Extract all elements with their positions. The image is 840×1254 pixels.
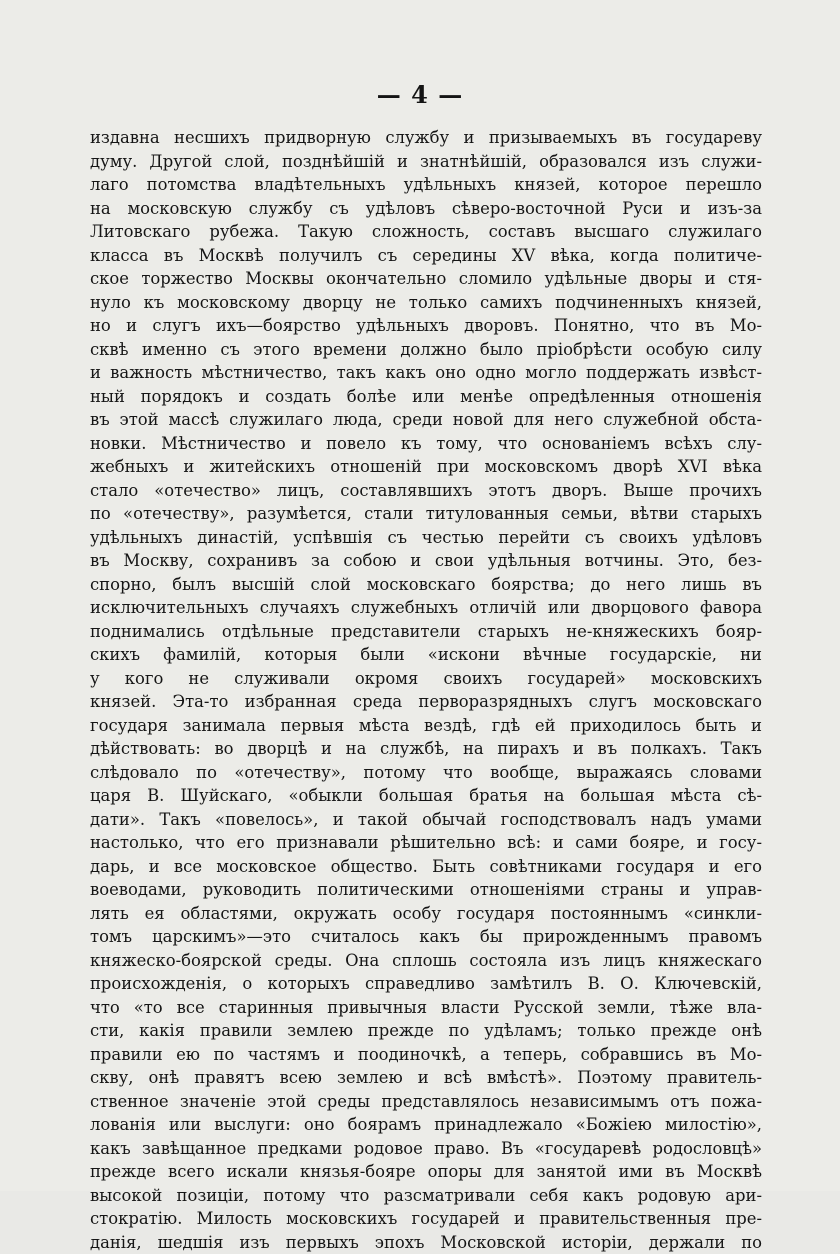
text-line: ственное значеніе этой среды представлялось независимымъ отъ пожа- (90, 1090, 762, 1114)
text-line: настолько, что его признавали рѣшительно всѣ: и сами бояре, и госу- (90, 831, 762, 855)
text-line: томъ царскимъ»—это считалось какъ бы прирожденнымъ правомъ (90, 925, 762, 949)
text-line: лять ея областями, окружать особу государя постояннымъ «синкли- (90, 902, 762, 926)
text-line: жебныхъ и житейскихъ отношеній при московскомъ дворѣ XVI вѣка (90, 455, 762, 479)
text-line: класса въ Москвѣ получилъ съ середины XV вѣка, когда политиче- (90, 244, 762, 268)
text-line: правили ею по частямъ и поодиночкѣ, а теперь, собравшись въ Мо- (90, 1043, 762, 1067)
text-line: лаго потомства владѣтельныхъ удѣльныхъ князей, которое перешло (90, 173, 762, 197)
text-line: по «отечеству», разумѣется, стали титулованныя семьи, вѣтви старыхъ (90, 502, 762, 526)
text-line: что «то все старинныя привычныя власти Русской земли, тѣже вла- (90, 996, 762, 1020)
text-line: скихъ фамилій, которыя были «искони вѣчные государскіе, ни (90, 643, 762, 667)
text-line: нуло къ московскому дворцу не только самихъ подчиненныхъ князей, (90, 291, 762, 315)
text-line: въ Москву, сохранивъ за собою и свои удѣльныя вотчины. Это, без- (90, 549, 762, 573)
text-line: удѣльныхъ династій, успѣвшія съ честью перейти съ своихъ удѣловъ (90, 526, 762, 550)
text-line: княжеско-боярской среды. Она сплошь состояла изъ лицъ княжескаго (90, 949, 762, 973)
text-line: спорно, былъ высшій слой московскаго боярства; до него лишь въ (90, 573, 762, 597)
text-line: высокой позиціи, потому что разсматривали себя какъ родовую ари- (90, 1184, 762, 1208)
text-line: и важность мѣстничество, такъ какъ оно одно могло поддержать извѣст- (90, 361, 762, 385)
text-line: воеводами, руководить политическими отношеніями страны и управ- (90, 878, 762, 902)
text-line: Литовскаго рубежа. Такую сложность, составъ высшаго служилаго (90, 220, 762, 244)
text-line: данія, шедшія изъ первыхъ эпохъ Московской исторіи, держали по (90, 1231, 762, 1254)
text-line: издавна несшихъ придворную службу и призываемыхъ въ государеву (90, 126, 762, 150)
text-line: слѣдовало по «отечеству», потому что вообще, выражаясь словами (90, 761, 762, 785)
text-line: стало «отечество» лицъ, составлявшихъ этотъ дворъ. Выше прочихъ (90, 479, 762, 503)
text-line: дати». Такъ «повелось», и такой обычай господствовалъ надъ умами (90, 808, 762, 832)
text-line: дѣйствовать: во дворцѣ и на службѣ, на пирахъ и въ полкахъ. Такъ (90, 737, 762, 761)
text-line: исключительныхъ случаяхъ служебныхъ отличій или дворцового фавора (90, 596, 762, 620)
text-line: происхожденія, о которыхъ справедливо замѣтилъ В. О. Ключевскій, (90, 972, 762, 996)
text-line: прежде всего искали князья-бояре опоры для занятой ими въ Москвѣ (90, 1160, 762, 1184)
text-line: въ этой массѣ служилаго люда, среди новой для него служебной обста- (90, 408, 762, 432)
text-line: у кого не служивали окромя своихъ государей» московскихъ (90, 667, 762, 691)
text-line: но и слугъ ихъ—боярство удѣльныхъ дворовъ. Понятно, что въ Мо- (90, 314, 762, 338)
text-line: князей. Эта-то избранная среда первоpазрядныхъ слугъ московскаго (90, 690, 762, 714)
text-line: думу. Другой слой, позднѣйшій и знатнѣйшій, образовался изъ служи- (90, 150, 762, 174)
text-line: дарь, и все московское общество. Быть совѣтниками государя и его (90, 855, 762, 879)
text-line: ный порядокъ и создать болѣе или менѣе опредѣленныя отношенія (90, 385, 762, 409)
text-line: сти, какія правили землею прежде по удѣламъ; только прежде онѣ (90, 1019, 762, 1043)
text-line: скву, онѣ правятъ всею землею и всѣ вмѣстѣ». Поэтому правитель- (90, 1066, 762, 1090)
text-line: ское торжество Москвы окончательно сломило удѣльные дворы и стя- (90, 267, 762, 291)
text-line: новки. Мѣстничество и повело къ тому, что основаніемъ всѣхъ слу- (90, 432, 762, 456)
body-text (90, 126, 762, 1254)
text-line: какъ завѣщанное предками родовое право. Въ «государевѣ родословцѣ» (90, 1137, 762, 1161)
text-line: на московскую службу съ удѣловъ сѣверо-восточной Руси и изъ-за (90, 197, 762, 221)
text-line: поднимались отдѣльные представители старыхъ не-княжескихъ бояр- (90, 620, 762, 644)
text-line: стократію. Милость московскихъ государей и правительственныя пре- (90, 1207, 762, 1231)
text-line: царя В. Шуйскаго, «обыкли большая братья на большая мѣста сѣ- (90, 784, 762, 808)
page-number: — 4 — (0, 80, 840, 109)
text-line: государя занимала первыя мѣста вездѣ, гдѣ ей приходилось быть и (90, 714, 762, 738)
text-line: сквѣ именно съ этого времени должно было пріобрѣсти особую силу (90, 338, 762, 362)
text-line: лованія или выслуги: оно боярамъ принадлежало «Божіею милостію», (90, 1113, 762, 1137)
